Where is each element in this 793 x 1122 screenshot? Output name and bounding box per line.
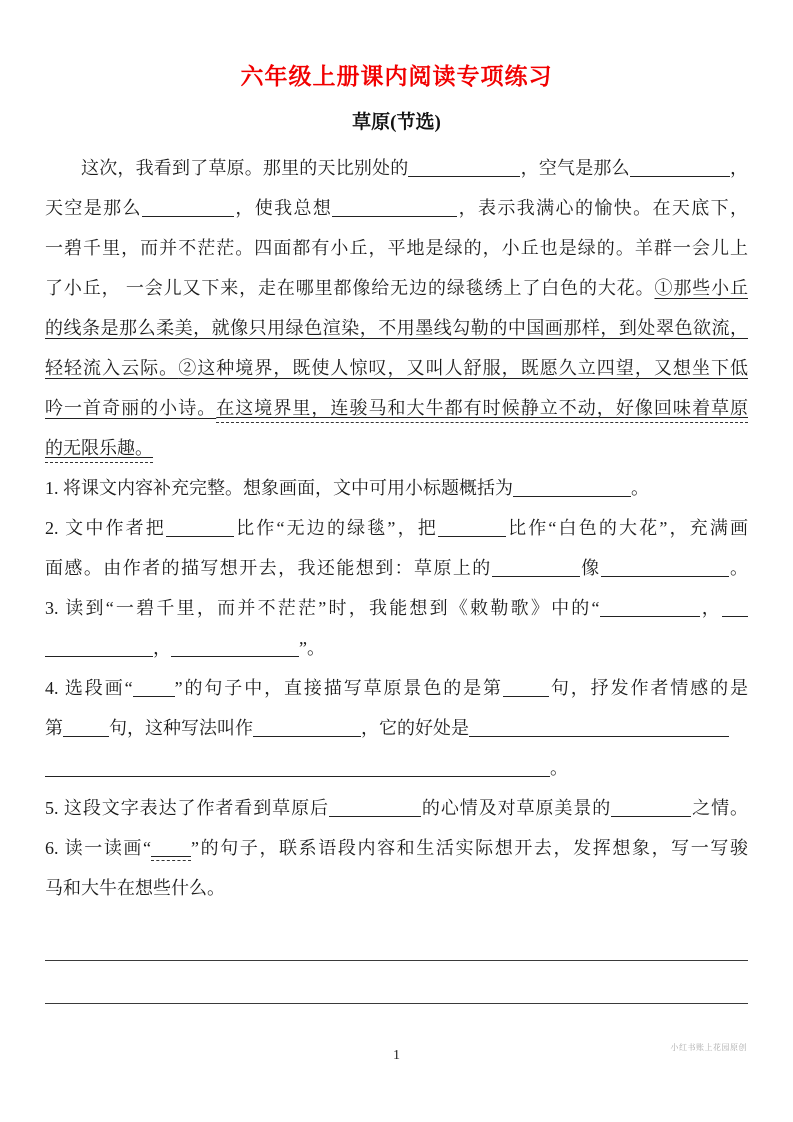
- question-1: [45, 468, 748, 508]
- passage-title: 草原(节选): [352, 112, 441, 133]
- text-segment: ，表示我满心的愉快。在天底下，: [457, 198, 749, 218]
- blank-field: [601, 563, 729, 577]
- text-segment: ”的句子中，直接描写草原景色的是第: [174, 678, 503, 698]
- wavy-underlined-sentence: 在这境界里，连骏马和大牛都有时候静立不动，好像回味着草原: [216, 398, 748, 423]
- underlined-sentence-1: 的线条是那么柔美，就像只用绿色渲染，不用墨线勾勒的中国画那样，到处翠色欲流，: [45, 318, 748, 338]
- text-segment: 面感。由作者的描写想开去，我还能想到：草原上的: [45, 558, 492, 578]
- questions: [45, 468, 748, 908]
- question-4-line-3: [45, 748, 748, 788]
- text-segment: 1. 将课文内容补充完整。想象画面，文中可用小标题概括为: [45, 478, 513, 498]
- text-segment: ，使我总想: [233, 198, 333, 218]
- question-4-line-2: [45, 708, 748, 748]
- text-segment: 6. 读一读画“: [45, 838, 152, 858]
- answer-line: [45, 961, 748, 1004]
- blank-field: [329, 803, 421, 817]
- blank-field: [63, 723, 109, 737]
- question-4: [45, 668, 748, 708]
- text-segment: ”的句子，联系语段内容和生活实际想开去，发挥想象，写一写骏: [191, 838, 748, 858]
- text-segment: ，空气是那么: [520, 158, 630, 178]
- text-segment: ”。: [299, 638, 325, 658]
- text-segment: 马和大牛在想些什么。: [45, 878, 225, 898]
- text-segment: 的心情及对草原美景的: [420, 798, 612, 818]
- text-segment: 5. 这段文字表达了作者看到草原后: [45, 798, 329, 818]
- blank-field: [45, 643, 153, 657]
- blank-field: [142, 203, 234, 217]
- answer-line: [45, 918, 748, 961]
- blank-field: [722, 603, 748, 617]
- text-segment: 4. 选段画“: [45, 678, 133, 698]
- blank-field: [492, 563, 580, 577]
- passage-line: [45, 428, 748, 468]
- blank-field: [438, 523, 506, 537]
- question-3: [45, 588, 748, 628]
- text-segment: ，它的好处是: [361, 718, 469, 738]
- blank-field: [408, 163, 520, 177]
- blank-field: [513, 483, 631, 497]
- question-3-line-2: [45, 628, 748, 668]
- page-title: 六年级上册课内阅读专项练习: [240, 64, 553, 89]
- text-segment: ，: [729, 158, 749, 178]
- blank-field: [611, 803, 691, 817]
- passage-line: [45, 228, 748, 268]
- blank-field: [166, 523, 234, 537]
- text-segment: 3. 读到“一碧千里，而并不茫茫”时，我能想到《敕勒歌》中的“: [45, 598, 600, 618]
- underlined-sentence-1: 轻轻流入云际。: [45, 358, 179, 378]
- text-segment: 像: [579, 558, 601, 578]
- underlined-sentence-2: 吟一首奇丽的小诗。: [45, 398, 217, 418]
- text-segment: 比作“无边的绿毯”，把: [233, 518, 438, 538]
- answer-area: [45, 918, 748, 1004]
- blank-field: [253, 723, 361, 737]
- passage-line: [45, 348, 748, 388]
- passage-line: [45, 388, 748, 428]
- blank-field: [45, 763, 550, 777]
- passage-line: [45, 268, 748, 308]
- blank-field: [503, 683, 549, 697]
- text-segment: 这次，我看到了草原。那里的天比别处的: [81, 158, 409, 178]
- passage-line: [45, 148, 748, 188]
- blank-field: [600, 603, 700, 617]
- page-number: 1: [393, 1048, 400, 1063]
- wavy-line-mark: [151, 845, 191, 857]
- text-segment: ，: [153, 638, 171, 658]
- underlined-sentence-1: ①那些小丘: [654, 278, 748, 298]
- text-segment: ，: [699, 598, 722, 618]
- watermark: 小红书账上花园原创: [670, 1043, 747, 1052]
- blank-field: [630, 163, 730, 177]
- question-6: [45, 828, 748, 868]
- passage: [45, 148, 748, 468]
- text-segment: 2. 文中作者把: [45, 518, 166, 538]
- question-2: [45, 508, 748, 548]
- solid-line-mark: [133, 683, 175, 697]
- question-2-line-2: [45, 548, 748, 588]
- passage-line: [45, 308, 748, 348]
- text-segment: 。: [550, 758, 568, 778]
- blank-field: [469, 723, 729, 737]
- text-segment: 。: [631, 478, 649, 498]
- underlined-sentence-2: ②这种境界，既使人惊叹，又叫人舒服，既愿久立四望，又想坐下低: [178, 358, 749, 378]
- text-segment: 第: [45, 718, 63, 738]
- text-segment: 句，抒发作者情感的是: [548, 678, 748, 698]
- question-6-line-2: [45, 868, 748, 908]
- text-segment: 。: [728, 558, 749, 578]
- text-segment: 了小丘， 一会儿又下来，走在哪里都像给无边的绿毯绣上了白色的大花。: [45, 278, 655, 298]
- passage-line: [45, 188, 748, 228]
- text-segment: 比作“白色的大花”，充满画: [505, 518, 749, 538]
- text-segment: 之情。: [691, 798, 749, 818]
- text-segment: 天空是那么: [45, 198, 142, 218]
- question-5: [45, 788, 748, 828]
- blank-field: [332, 203, 457, 217]
- wavy-underlined-sentence: 的无限乐趣。: [45, 438, 153, 463]
- text-segment: 一碧千里，而并不茫茫。四面都有小丘，平地是绿的，小丘也是绿的。羊群一会儿上: [45, 238, 748, 258]
- blank-field: [171, 643, 299, 657]
- text-segment: 句，这种写法叫作: [109, 718, 253, 738]
